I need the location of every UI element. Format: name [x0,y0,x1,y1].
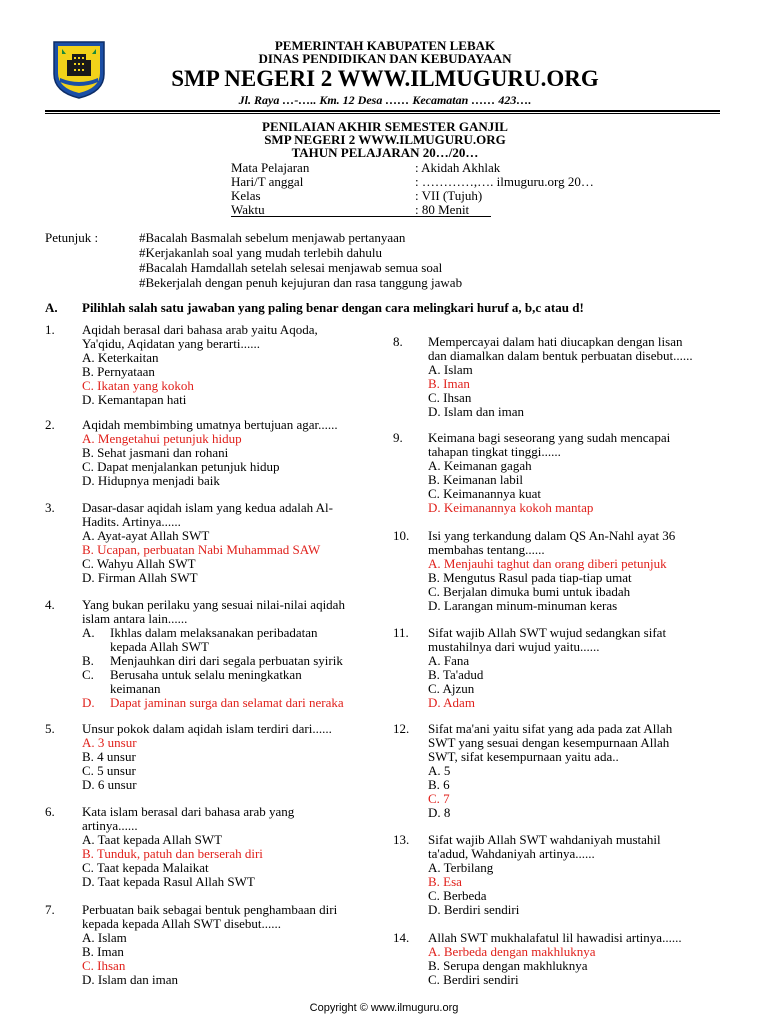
option-answer: A. Mengetahui petunjuk hidup [82,431,242,446]
option: B. Sehat jasmani dan rohani [82,445,229,460]
question-text: Ya'qidu, Aqidatan yang berarti...... [82,336,260,351]
option: A. Keimanan gagah [428,458,532,473]
question-text: Unsur pokok dalam aqidah islam terdiri dari...... [82,721,332,736]
info-value: : …………,…. ilmuguru.org 20… [415,174,594,189]
question-text: tahapan tingkat tinggi...... [428,444,561,459]
exam-title: PENILAIAN AKHIR SEMESTER GANJIL [262,119,508,134]
petunjuk-label: Petunjuk : [45,230,99,245]
question-number: 3. [45,500,55,515]
question-text: ta'adud, Wahdaniyah artinya...... [428,846,595,861]
exam-year: TAHUN PELAJARAN 20…/20… [291,145,479,160]
option: B. Keimanan labil [428,472,523,487]
section-instruction: Pilihlah salah satu jawaban yang paling benar dengan cara melingkari huruf a, b,c atau d! [82,300,584,315]
header-rule-thin [45,113,720,114]
option: D. Islam dan iman [428,404,525,419]
option: D. Berdiri sendiri [428,902,520,917]
question-number: 10. [393,528,410,543]
option-answer: A. Menjauhi taghut dan orang diberi petunjuk [428,556,667,571]
option: D. 8 [428,805,451,820]
question-text: Aqidah berasal dari bahasa arab yaitu Aqoda, [82,322,318,337]
info-rule [231,216,491,217]
header-government: PEMERINTAH KABUPATEN LEBAK [274,38,496,53]
question-number: 6. [45,804,55,819]
question-text: Yang bukan perilaku yang sesuai nilai-nilai aqidah [82,597,345,612]
option-answer: B. Esa [428,874,462,889]
option-answer: B. Iman [428,376,470,391]
option-answer: C. Ikatan yang kokoh [82,378,194,393]
petunjuk-item: #Bacalah Hamdallah setelah selesai menjawab semua soal [139,260,443,275]
option: A. Taat kepada Allah SWT [82,832,223,847]
question-text: Perbuatan baik sebagai bentuk penghambaan diri [82,902,338,917]
question-text: Dasar-dasar aqidah islam yang kedua adalah Al- [82,500,333,515]
question-number: 11. [393,625,409,640]
option: C. Berusaha untuk selalu meningkatkan keimanan [82,667,302,696]
option: B. Iman [82,944,124,959]
info-value: : VII (Tujuh) [415,188,483,203]
option: C. Berdiri sendiri [428,972,519,987]
option: C. Keimanannya kuat [428,486,541,501]
option: B. Ta'adud [428,667,484,682]
school-logo [48,38,110,100]
question-text: Sifat ma'ani yaitu sifat yang ada pada zat Allah [428,721,673,736]
question-text: Keimana bagi seseorang yang sudah mencapai [428,430,671,445]
option: A. Islam [82,930,127,945]
question-text: Mempercayai dalam hati diucapkan dengan lisan [428,334,683,349]
option: C. Berbeda [428,888,487,903]
question-text: Aqidah membimbing umatnya bertujuan agar...... [82,417,338,432]
question-text: SWT yang sesuai dengan kesempurnaan Allah [428,735,670,750]
option: B. Mengutus Rasul pada tiap-tiap umat [428,570,632,585]
option: D. Kemantapan hati [82,392,187,407]
option: C. Ajzun [428,681,475,696]
option-answer: A. Berbeda dengan makhluknya [428,944,596,959]
header-address: Jl. Raya …-….. Km. 12 Desa …… Kecamatan …… 423…. [238,93,532,107]
question-text: Sifat wajib Allah SWT wujud sedangkan sifat [428,625,667,640]
option: A. 5 [428,763,451,778]
question-text: Isi yang terkandung dalam QS An-Nahl ayat 36 [428,528,676,543]
section-letter: A. [45,300,58,315]
question-text: kepada kepada Allah SWT disebut...... [82,916,282,931]
question-number: 12. [393,721,410,736]
info-key: Waktu [231,202,265,217]
option: B. 6 [428,777,450,792]
option: D. 6 unsur [82,777,137,792]
question-text: artinya...... [82,818,138,833]
info-value: : Akidah Akhlak [415,160,501,175]
petunjuk-item: #Bacalah Basmalah sebelum menjawab pertanyaan [139,230,406,245]
info-key: Kelas [231,188,261,203]
question-text: Sifat wajib Allah SWT wahdaniyah mustahil [428,832,661,847]
question-number: 14. [393,930,410,945]
option: D. Larangan minum-minuman keras [428,598,618,613]
option: C. 5 unsur [82,763,136,778]
option-answer: D. Adam [428,695,475,710]
option: A. Ikhlas dalam melaksanakan peribadatan kepada Allah SWT [82,625,318,654]
option: D. Hidupnya menjadi baik [82,473,220,488]
option: B. 4 unsur [82,749,136,764]
option-answer: B. Tunduk, patuh dan berserah diri [82,846,263,861]
info-key: Mata Pelajaran [231,160,310,175]
question-text: Allah SWT mukhalafatul lil hawadisi artinya...... [428,930,682,945]
option: B. Menjauhkan diri dari segala perbuatan syirik [82,653,343,668]
question-number: 13. [393,832,410,847]
question-text: SWT, sifat kesempurnaan yaitu ada.. [428,749,619,764]
option: D. Taat kepada Rasul Allah SWT [82,874,255,889]
question-number: 9. [393,430,403,445]
info-value: : 80 Menit [415,202,470,217]
option: D. Firman Allah SWT [82,570,198,585]
option: A. Islam [428,362,473,377]
question-number: 1. [45,322,55,337]
question-number: 7. [45,902,55,917]
option: C. Berjalan dimuka bumi untuk ibadah [428,584,631,599]
option-answer: C. Ihsan [82,958,126,973]
option-answer: A. 3 unsur [82,735,137,750]
option: B. Pernyataan [82,364,155,379]
copyright-footer: Copyright © www.ilmuguru.org [309,1002,459,1014]
question-number: 8. [393,334,403,349]
header-department: DINAS PENDIDIKAN DAN KEBUDAYAAN [258,51,512,66]
option-answer: B. Ucapan, perbuatan Nabi Muhammad SAW [82,542,321,557]
question-text: Kata islam berasal dari bahasa arab yang [82,804,295,819]
info-key: Hari/T anggal [231,174,304,189]
option: B. Serupa dengan makhluknya [428,958,588,973]
question-text: islam antara lain...... [82,611,188,626]
question-text: dan diamalkan dalam bentuk perbuatan disebut...... [428,348,693,363]
question-number: 5. [45,721,55,736]
option: A. Keterkaitan [82,350,159,365]
exam-school: SMP NEGERI 2 WWW.ILMUGURU.ORG [264,132,506,147]
option-answer: C. 7 [428,791,450,806]
option: A. Terbilang [428,860,494,875]
option: A. Fana [428,653,470,668]
petunjuk-item: #Bekerjalah dengan penuh kejujuran dan rasa tanggung jawab [139,275,463,290]
petunjuk-item: #Kerjakanlah soal yang mudah terlebih dahulu [139,245,382,260]
option: D. Islam dan iman [82,972,179,987]
question-text: Hadits. Artinya...... [82,514,181,529]
question-text: mustahilnya dari wujud yaitu...... [428,639,600,654]
question-text: membahas tentang...... [428,542,545,557]
question-number: 4. [45,597,55,612]
option: C. Taat kepada Malaikat [82,860,209,875]
option: C. Wahyu Allah SWT [82,556,196,571]
option: A. Ayat-ayat Allah SWT [82,528,210,543]
option-answer: D. Dapat jaminan surga dan selamat dari neraka [82,695,344,710]
option: C. Dapat menjalankan petunjuk hidup [82,459,280,474]
option: C. Ihsan [428,390,472,405]
header-rule-thick [45,110,720,112]
option-answer: D. Keimanannya kokoh mantap [428,500,594,515]
question-number: 2. [45,417,55,432]
header-school-name: SMP NEGERI 2 WWW.ILMUGURU.ORG [171,66,599,91]
